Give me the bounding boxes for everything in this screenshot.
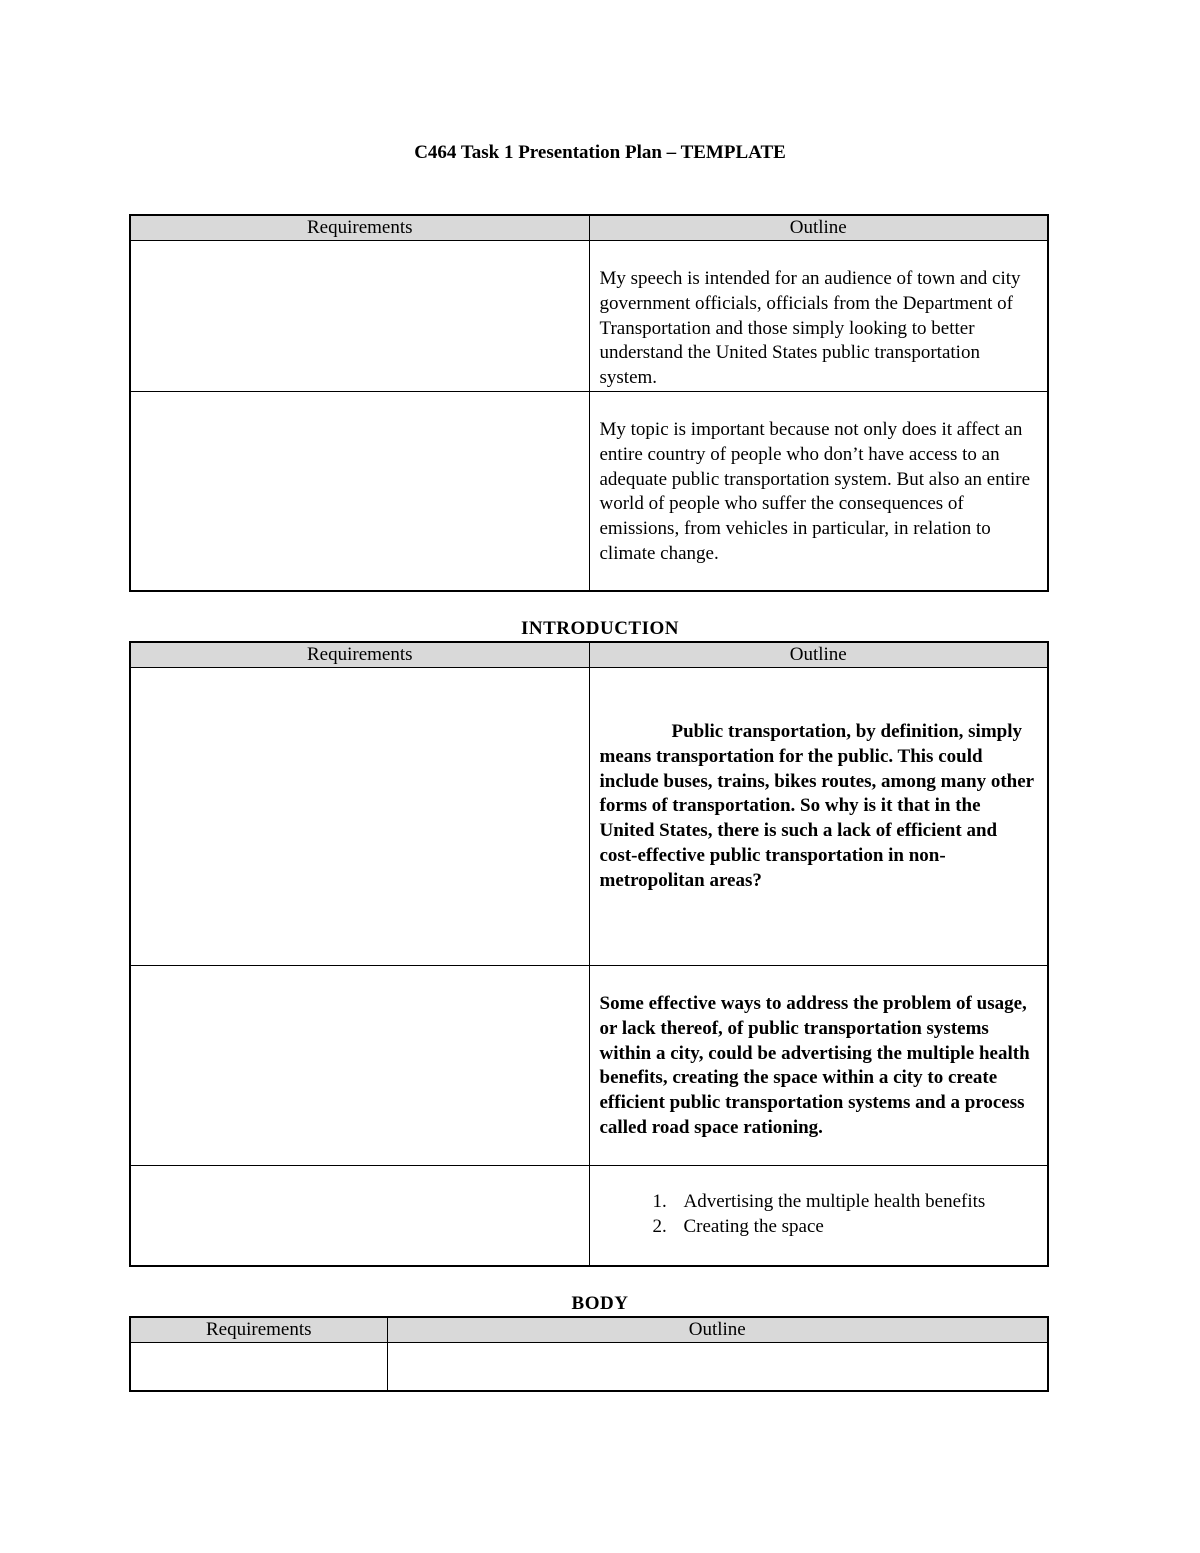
requirements-header: Requirements: [130, 642, 589, 668]
table-header-row: [130, 642, 1048, 668]
requirement-cell: [130, 391, 589, 591]
table-header-row: [130, 1317, 1048, 1343]
outline-cell: [589, 966, 1048, 1166]
table-row: [130, 668, 1048, 966]
requirements-header: Requirements: [130, 1317, 387, 1343]
attention-getter-text: Public transportation, by definition, simply means transportation for the public. This could include buses, trains, bikes routes, among many other forms of transportation. So why is it that in the United States, there is such a lack of efficient and cost-effective public transportation in non-metropolitan areas?: [599, 721, 1034, 891]
requirement-cell: [130, 966, 589, 1166]
thesis-text: Some effective ways to address the problem of usage, or lack thereof, of public transportation systems within a city, could be advertising the multiple health benefits, creating the space within a city to create efficient public transportation systems and a process called road space rationing.: [599, 993, 1030, 1138]
audience-outline-text: My speech is intended for an audience of town and city government officials, officials from the Department of Transportation and those simply looking to better understand the United States public transportation system.: [599, 268, 1021, 389]
audience-topic-table: [129, 214, 1049, 592]
page-title: C464 Task 1 Presentation Plan – TEMPLATE: [414, 142, 786, 163]
list-item: 1. Advertising the multiple health benefits: [672, 1190, 1048, 1215]
requirement-cell: [130, 668, 589, 966]
outline-cell: [387, 1343, 1048, 1391]
outline-cell: [589, 241, 1048, 392]
main-points-list: [590, 1166, 1048, 1240]
list-item: 2. Creating the space: [672, 1215, 1048, 1240]
table-row: [130, 1343, 1048, 1391]
importance-outline-text: My topic is important because not only does it affect an entire country of people who don’t have access to an adequate public transportation system. But also an entire world of people who suffer the consequences of emissions, from vehicles in particular, in relation to climate change.: [599, 418, 1031, 564]
body-table: [129, 1316, 1049, 1392]
introduction-table: [129, 641, 1049, 1267]
table-row: [130, 391, 1048, 591]
outline-cell: [589, 668, 1048, 966]
outline-header: Outline: [387, 1317, 1048, 1343]
introduction-heading: INTRODUCTION: [520, 618, 680, 639]
outline-header: Outline: [589, 215, 1048, 241]
outline-cell: [589, 391, 1048, 591]
table-row: [130, 966, 1048, 1166]
requirements-header: Requirements: [130, 215, 589, 241]
outline-cell: [589, 1166, 1048, 1266]
outline-header: Outline: [589, 642, 1048, 668]
body-heading: BODY: [571, 1293, 629, 1314]
requirement-cell: [130, 241, 589, 392]
requirement-cell: [130, 1343, 387, 1391]
table-row: [130, 241, 1048, 392]
requirement-cell: [130, 1166, 589, 1266]
table-row: [130, 1166, 1048, 1266]
table-header-row: [130, 215, 1048, 241]
